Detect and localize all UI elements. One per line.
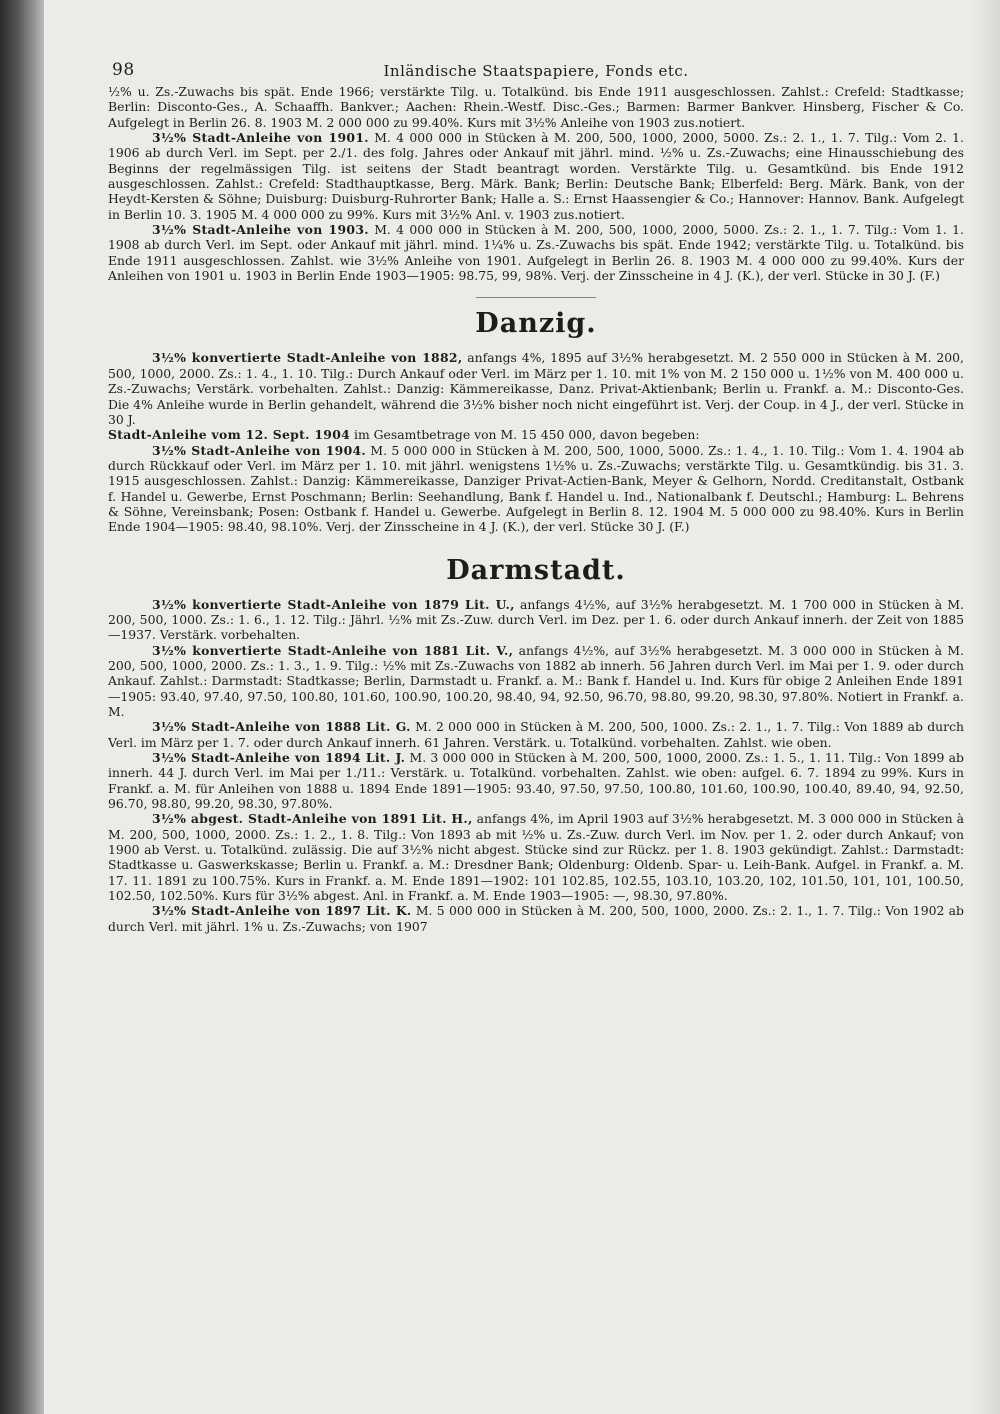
entry-text: M. 5 000 000 in Stücken à M. 200, 500, 1000, 2000. Zs.: 2. 1., 1. 7. Tilg.: Von 1902 ab durch Verl. mit jährl. 1% u. Zs.-Zuwachs; von 1907 [108,903,964,934]
page-number: 98 [112,60,135,80]
crefeld-1903-entry [108,222,964,283]
entry-text: anfangs 4½%, auf 3½% herabgesetzt. M. 1 700 000 in Stücken à M. 200, 500, 1000. Zs.: 1. 6., 1. 12. Tilg.: Jährl. ½% mit Zs.-Zuw. durch Verl. im Dez. per 1. 6. oder durch Ankauf innerh. der Zeit von 1885—1937. Verstärk. vorbehalten. [108,596,964,643]
danzig-1882-entry [108,350,964,427]
entry-text: anfangs 4%, im April 1903 auf 3½% herabgesetzt. M. 3 000 000 in Stücken à M. 200, 500, 1000, 2000. Zs.: 1. 2., 1. 8. Tilg.: Von 1893 ab mit ½% u. Zs.-Zuw. durch Verl. im Nov. per 1. 2. oder durch Ankauf; von 1900 ab Verst. u. Totalkünd. zulässig. Die auf 3½% nicht abgest. Stücke sind zur Rückz. per 1. 8. 1903 gekündigt. Zahlst.: Darmstadt: Stadtkasse u. Gaswerkskasse; Berlin u. Frankf. a. M.: Dresdner Bank; Oldenburg: Oldenb. Spar- u. Leih-Bank. Aufgel. in Frankf. a. M. 17. 11. 1891 zu 100.75%. Kurs in Frankf. a. M. Ende 1891—1902: 101 102.85, 102.55, 103.10, 103.20, 102, 101.50, 101, 101, 100.50, 102.50, 102.50%. Kurs für 3½% abgest. Anl. in Frankf. a. M. Ende 1903—1905: —, 98.30, 97.80%. [108,811,964,904]
crefeld-1901-entry [108,130,964,222]
darmstadt-1894-entry [108,750,964,811]
entry-text: M. 5 000 000 in Stücken à M. 200, 500, 1000, 5000. Zs.: 1. 4., 1. 10. Tilg.: Vom 1. 4. 1904 ab durch Rückkauf oder Verl. im März per 1. 10. mit jährl. wenigstens 1½% u. Zs.-Zuwachs; verstärkte Tilg. u. Gesamtkündig. bis 31. 3. 1915 ausgeschlossen. Zahlst.: Danzig: Kämmereikasse, Danziger Privat-Actien-Bank, Meyer & Gelhorn, Nordd. Creditanstalt, Ostbank f. Handel u. Gewerbe, Ernst Poschmann; Berlin: Seehandlung, Bank f. Handel u. Ind., Nationalbank f. Deutschl.; Hamburg: L. Behrens & Söhne, Vereinsbank; Posen: Ostbank f. Handel u. Gewerbe. Aufgelegt in Berlin 8. 12. 1904 M. 5 000 000 zu 98.40%. Kurs in Berlin Ende 1904—1905: 98.40, 98.10%. Verj. der Zinsscheine in 4 J. (K.), der verl. Stücke 30 J. (F.) [108,442,964,535]
book-spine-shadow [0,0,44,1414]
section-heading-danzig: Danzig. [475,308,597,340]
entry-title: 3½% Stadt-Anleihe von 1888 Lit. G. [152,719,411,735]
entry-title: 3½% konvertierte Stadt-Anleihe von 1881 Lit. V., [152,642,514,658]
entry-text: M. 4 000 000 in Stücken à M. 200, 500, 1000, 2000, 5000. Zs.: 2. 1., 1. 7. Tilg.: Vom 2. 1. 1906 ab durch Verl. im Sept. per 2./1. des folg. Jahres oder Ankauf mit jährl. mind. ½% u. Zs.-Zuwachs; eine Hinausschiebung des Beginns der regelmässigen Tilg. ist seitens der Stadt beantragt worden. Verstärkte Tilg. u. Gesamtkünd. bis Ende 1912 ausgeschlossen. Zahlst.: Crefeld: Stadthauptkasse, Berg. Märk. Bank; Berlin: Deutsche Bank; Elberfeld: Berg. Märk. Bank, von der Heydt-Kersten & Söhne; Duisburg: Duisburg-Ruhrorter Bank; Halle a. S.: Ernst Haassengier & Co.; Hannover: Hannov. Bank. Aufgelegt in Berlin 10. 3. 1905 M. 4 000 000 zu 99%. Kurs mit 3½% Anl. v. 1903 zus.notiert. [108,130,964,222]
section-heading-darmstadt: Darmstadt. [446,554,626,586]
darmstadt-1879-entry [108,597,964,643]
entry-title: Stadt-Anleihe vom 12. Sept. 1904 [108,427,351,443]
entry-title: 3½% konvertierte Stadt-Anleihe von 1879 Lit. U., [152,596,515,612]
crefeld-tail-paragraph: ½% u. Zs.-Zuwachs bis spät. Ende 1966; verstärkte Tilg. u. Totalkünd. bis Ende 1911 ausgeschlossen. Zahlst.: Crefeld: Stadtkasse; Berlin: Disconto-Ges., A. Schaaffh. Bankver.; Aachen: Rhein.-Westf. Disc.-Ges.; Barmen: Barmer Bankver. Hinsberg, Fischer & Co. Aufgelegt in Berlin 26. 8. 1903 M. 2 000 000 zu 99.40%. Kurs mit 3½% Anleihe von 1903 zus.notiert. [108,84,964,130]
entry-text: anfangs 4½%, auf 3½% herabgesetzt. M. 3 000 000 in Stücken à M. 200, 500, 1000, 2000. Zs.: 1. 3., 1. 9. Tilg.: ½% mit Zs.-Zuwachs von 1882 ab innerh. 56 Jahren durch Verl. im Mai per 1. 9. oder durch Ankauf. Zahlst.: Darmstadt: Stadtkasse; Berlin, Darmstadt u. Frankf. a. M.: Bank f. Handel u. Ind. Kurs für obige 2 Anleihen Ende 1891—1905: 93.40, 97.40, 97.50, 100.80, 101.60, 100.90, 100.20, 98.40, 94, 92.50, 96.70, 98.80, 99.20, 98.30, 97.80%. Notiert in Frankf. a. M. [108,642,965,719]
spacer [108,535,964,547]
entry-text: anfangs 4%, 1895 auf 3½% herabgesetzt. M. 2 550 000 in Stücken à M. 200, 500, 1000, 2000. Zs.: 1. 4., 1. 10. Tilg.: Durch Ankauf oder Verl. im März per 1. 10. mit 1% von M. 2 150 000 u. 1½% von M. 400 000 u. Zs.-Zuwachs; Verstärk. vorbehalten. Zahlst.: Danzig: Kämmereikasse, Danz. Privat-Aktienbank; Berlin u. Frankf. a. M.: Disconto-Ges. Die 4% Anleihe wurde in Berlin gehandelt, während die 3½% bisher noch nicht eingeführt ist. Verj. der Coup. in 4 J., der verl. Stücke in 30 J. [108,350,964,427]
danzig-1904-total-entry [108,427,964,442]
entry-text: M. 2 000 000 in Stücken à M. 200, 500, 1000. Zs.: 2. 1., 1. 7. Tilg.: Von 1889 ab durch Verl. im März per 1. 7. oder durch Ankauf innerh. 61 Jahren. Verstärk. u. Totalkünd. vorbehalten. Zahlst. wie oben. [108,719,964,750]
darmstadt-1897-entry [108,903,964,934]
page-content [108,56,964,934]
page-right-margin [972,0,1000,1414]
entry-text: M. 4 000 000 in Stücken à M. 200, 500, 1000, 2000, 5000. Zs.: 2. 1., 1. 7. Tilg.: Vom 1. 1. 1908 ab durch Verl. im Sept. oder Ankauf mit jährl. mind. 1¼% u. Zs.-Zuwachs bis spät. Ende 1942; verstärkte Tilg. u. Totalkünd. bis Ende 1911 ausgeschlossen. Zahlst. wie 3½% Anleihe von 1901. Aufgelegt in Berlin 26. 8. 1903 M. 4 000 000 zu 99.40%. Kurs der Anleihen von 1901 u. 1903 in Berlin Ende 1903—1905: 98.75, 99, 98%. Verj. der Zinsscheine in 4 J. (K.), der verl. Stücke in 30 J. (F.) [108,222,964,284]
entry-text: im Gesamtbetrage von M. 15 450 000, davon begeben: [350,427,700,443]
running-head-title: Inländische Staatspapiere, Fonds etc. [383,62,689,80]
entry-title: 3½% Stadt-Anleihe von 1904. [152,442,367,458]
entry-text: M. 3 000 000 in Stücken à M. 200, 500, 1000, 2000. Zs.: 1. 5., 1. 11. Tilg.: Von 1899 ab innerh. 44 J. durch Verl. im Mai per 1./11.: Verstärk. u. Totalkünd. vorbehalten. Zahlst. wie oben: aufgel. 6. 7. 1894 zu 99%. Kurs in Frankf. a. M. für Anleihen von 1888 u. 1894 Ende 1891—1905: 93.40, 97.50, 97.50, 100.80, 101.60, 100.90, 100.40, 89.40, 94, 92.50, 96.70, 98.80, 99.20, 98.30, 97.80%. [108,750,964,812]
darmstadt-1891-entry [108,811,964,903]
entry-title: 3½% konvertierte Stadt-Anleihe von 1882, [152,350,463,366]
entry-title: 3½% Stadt-Anleihe von 1901. [152,130,369,146]
entry-title: 3½% Stadt-Anleihe von 1897 Lit. K. [152,903,412,919]
entry-title: 3½% Stadt-Anleihe von 1894 Lit. J. [152,750,406,766]
danzig-1904-entry [108,443,964,535]
darmstadt-1888-entry [108,719,964,750]
section-divider [476,297,596,298]
darmstadt-1881-entry [108,643,964,720]
running-head [108,56,964,84]
entry-title: 3½% abgest. Stadt-Anleihe von 1891 Lit. H., [152,811,473,827]
entry-title: 3½% Stadt-Anleihe von 1903. [152,222,369,238]
